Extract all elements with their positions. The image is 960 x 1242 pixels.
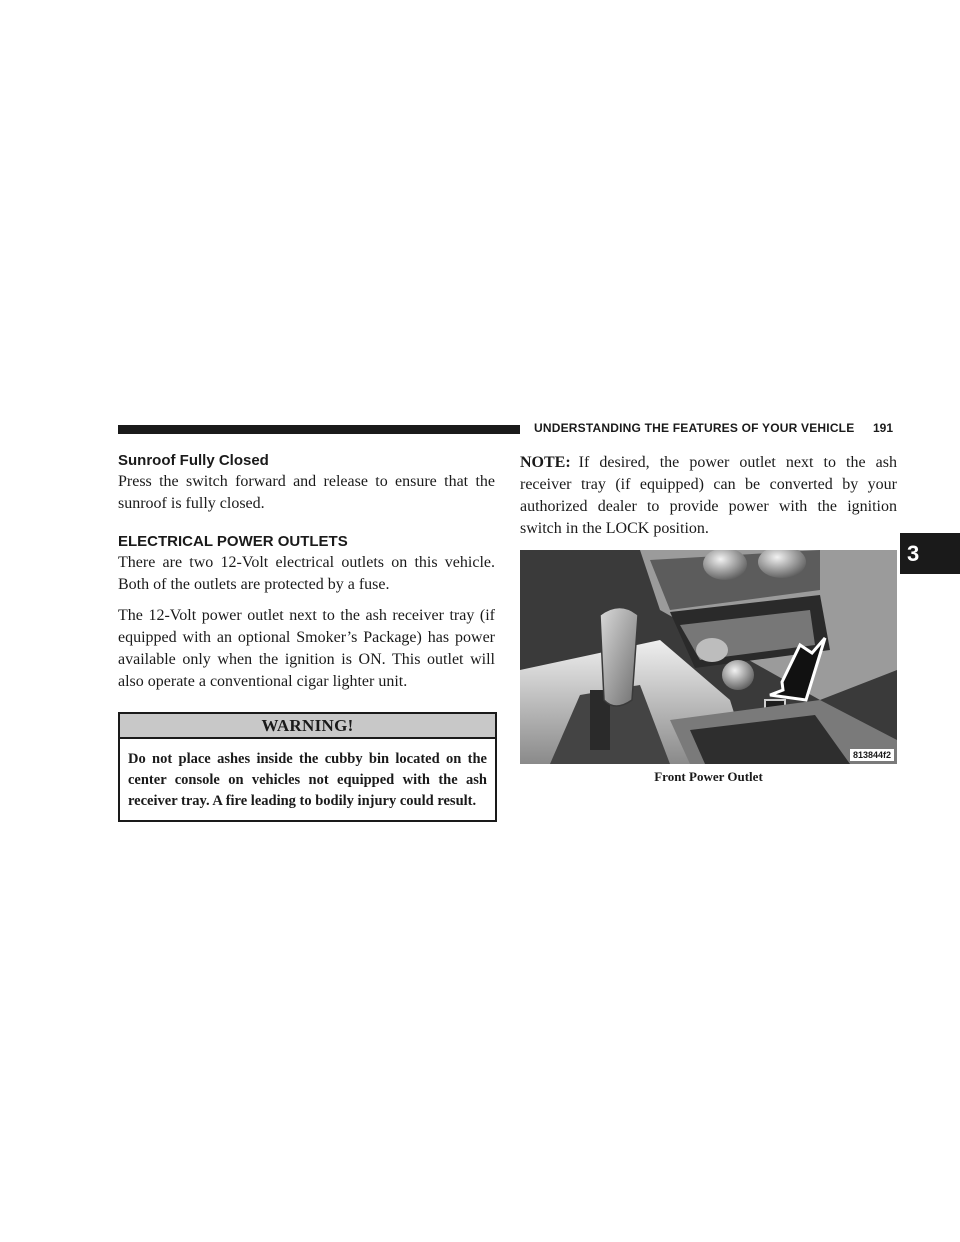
right-column: [520, 452, 897, 785]
warning-box: [118, 712, 497, 822]
note-text: If desired, the power outlet next to the ash receiver tray (if equipped) can be converted by your authorized dealer to provide power with the ignition switch in the LOCK position.: [520, 454, 897, 537]
note-label: NOTE:: [520, 454, 571, 471]
outlets-paragraph-2: The 12-Volt power outlet next to the ash receiver tray (if equipped with an optional Smoker’s Package) has power available only when the ignition is ON. This outlet will also operate a conventional cigar lighter unit.: [118, 607, 495, 690]
note-paragraph: [520, 452, 897, 540]
warning-title: WARNING!: [120, 714, 495, 739]
section-title: ELECTRICAL POWER OUTLETS: [118, 533, 348, 550]
left-column: [118, 452, 495, 822]
console-illustration: [520, 550, 897, 764]
figure-id: 813844f2: [850, 749, 894, 761]
chapter-tab: 3: [900, 533, 960, 574]
sunroof-closed-text: Press the switch forward and release to ensure that the sunroof is fully closed.: [118, 473, 495, 512]
page-number: 191: [873, 421, 894, 435]
outlets-paragraph-1: There are two 12-Volt electrical outlets on this vehicle. Both of the outlets are protected by a fuse.: [118, 554, 495, 593]
figure-caption: Front Power Outlet: [654, 769, 763, 784]
running-header: UNDERSTANDING THE FEATURES OF YOUR VEHICLE: [534, 421, 855, 435]
power-outlet-photo: [520, 550, 897, 764]
subhead-sunroof-closed: Sunroof Fully Closed: [118, 452, 269, 469]
warning-text: Do not place ashes inside the cubby bin located on the center console on vehicles not equipped with the ash receiver tray. A fire leading to bodily injury could result.: [128, 751, 487, 809]
header-rule: [118, 425, 520, 434]
